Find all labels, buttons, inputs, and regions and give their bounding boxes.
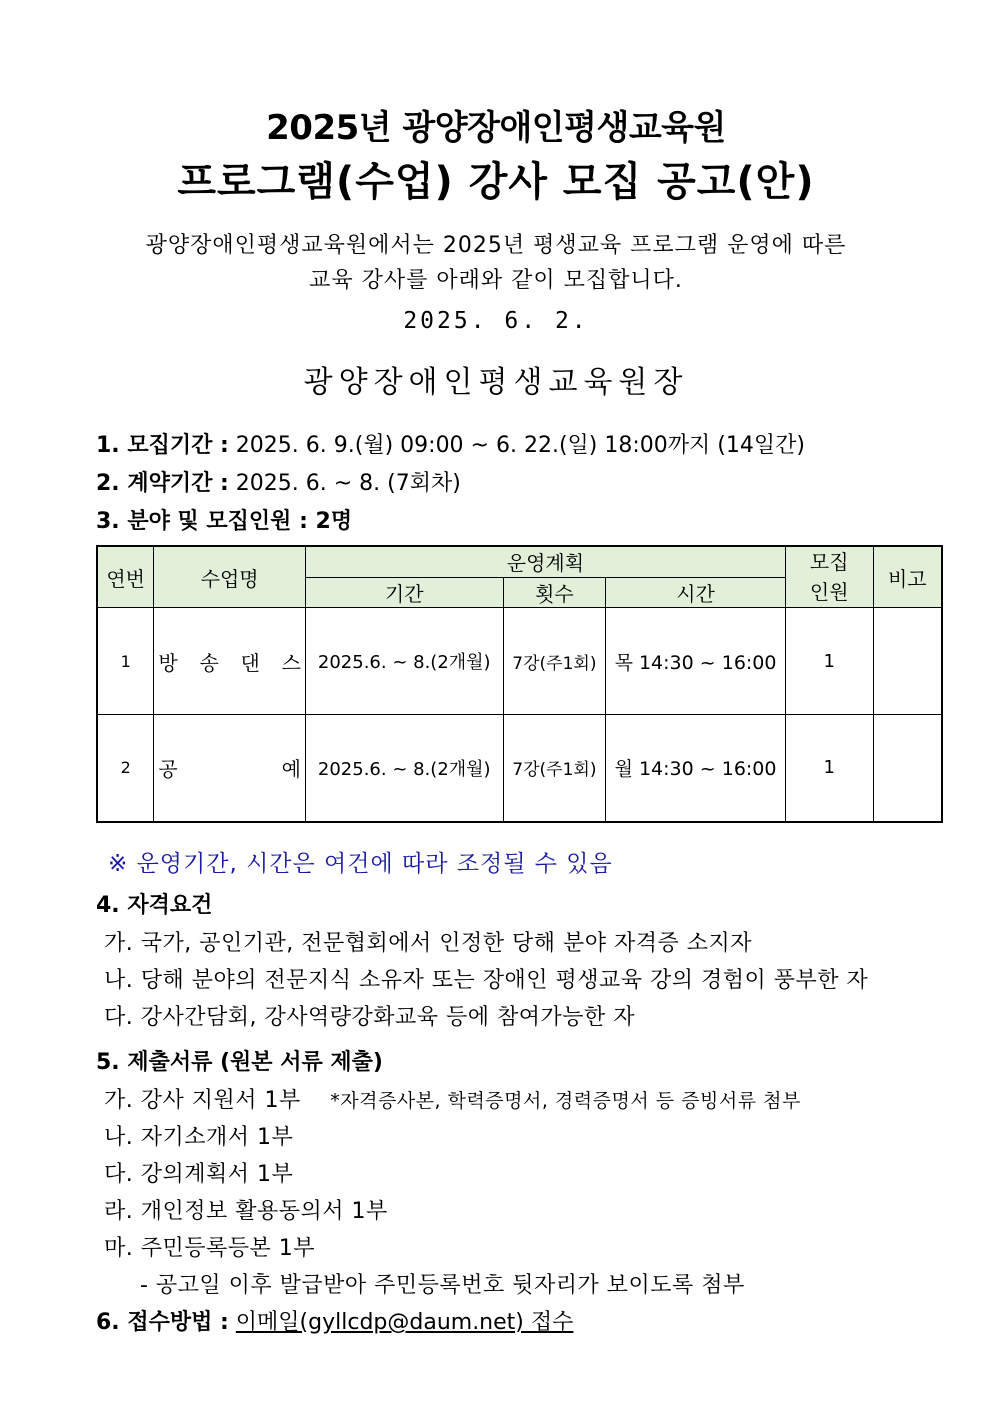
table-row (97, 608, 942, 715)
row-name: 방 송 댄 스 (154, 608, 306, 715)
title-line1: 2025년 광양장애인평생교육원 (266, 108, 726, 148)
documents-heading (96, 1045, 383, 1076)
section-field-headcount (96, 504, 352, 535)
document-item (104, 1083, 801, 1114)
table-row (97, 715, 942, 822)
document-item: 라. 개인정보 활용동의서 1부 (104, 1199, 388, 1224)
section-3-label: 3. 분야 및 모집인원 : 2명 (96, 509, 353, 534)
intro-line1: 광양장애인평생교육원에서는 2025년 평생교육 프로그램 운영에 따른 (145, 233, 847, 258)
document-item: 마. 주민등록등본 1부 (104, 1236, 315, 1261)
document-item: 나. 자기소개서 1부 (104, 1125, 294, 1150)
qualification-item: 나. 당해 분야의 전문지식 소유자 또는 장애인 평생교육 강의 경험이 풍부한 자 (104, 968, 869, 993)
row-recruit: 1 (785, 608, 873, 715)
row-recruit: 1 (785, 715, 873, 822)
organization-head: 광양장애인평생교육원장 (303, 365, 689, 400)
receipt-label: 6. 접수방법 : (96, 1310, 229, 1335)
receipt-email-link[interactable]: 이메일(gyllcdp@daum.net) 접수 (235, 1310, 574, 1335)
row-no: 1 (97, 608, 154, 715)
qualifications-heading (96, 888, 212, 919)
documents-heading-text: 5. 제출서류 (원본 서류 제출) (96, 1050, 383, 1075)
row-note (873, 715, 942, 822)
row-note (873, 608, 942, 715)
row-name: 공 예 (154, 715, 306, 822)
section-2-value: 2025. 6. ~ 8. (7회차) (235, 471, 461, 496)
header-no: 연번 (97, 546, 154, 608)
announcement-date: 2025. 6. 2. (403, 308, 589, 334)
qualification-item: 가. 국가, 공인기관, 전문협회에서 인정한 당해 분야 자격증 소지자 (104, 931, 752, 956)
title-line2: 프로그램(수업) 강사 모집 공고(안) (177, 159, 815, 205)
document-item-text: 가. 강사 지원서 1부 (104, 1088, 301, 1113)
section-recruit-period (96, 428, 805, 459)
row-no: 2 (97, 715, 154, 822)
row-time: 월 14:30 ~ 16:00 (606, 715, 786, 822)
header-name: 수업명 (154, 546, 306, 608)
qualification-item: 다. 강사간담회, 강사역량강화교육 등에 참여가능한 자 (104, 1005, 635, 1030)
row-count: 7강(주1회) (503, 715, 606, 822)
header-recruit: 모집 인원 (785, 546, 873, 608)
qualifications-heading-text: 4. 자격요건 (96, 893, 213, 918)
header-count: 횟수 (503, 577, 606, 608)
adjustment-note: ※ 운영기간, 시간은 여건에 따라 조정될 수 있음 (108, 851, 613, 877)
header-period: 기간 (305, 577, 503, 608)
header-plan: 운영계획 (305, 546, 785, 577)
document-item: 다. 강의계획서 1부 (104, 1162, 294, 1187)
row-period: 2025.6. ~ 8.(2개월) (305, 608, 503, 715)
header-time: 시간 (606, 577, 786, 608)
row-time: 목 14:30 ~ 16:00 (606, 608, 786, 715)
receipt-method (96, 1305, 573, 1336)
intro-line2: 교육 강사를 아래와 같이 모집합니다. (309, 268, 683, 293)
section-2-label: 2. 계약기간 : (96, 471, 229, 496)
document-sub-note: - 공고일 이후 발급받아 주민등록번호 뒷자리가 보이도록 첨부 (140, 1273, 745, 1298)
row-count: 7강(주1회) (503, 608, 606, 715)
document-item-note: *자격증사본, 학력증명서, 경력증명서 등 증빙서류 첨부 (330, 1090, 801, 1112)
header-note: 비고 (873, 546, 942, 608)
section-contract-period (96, 466, 461, 497)
row-period: 2025.6. ~ 8.(2개월) (305, 715, 503, 822)
section-1-value: 2025. 6. 9.(월) 09:00 ~ 6. 22.(일) 18:00까지 (14일간) (235, 433, 805, 458)
section-1-label: 1. 모집기간 : (96, 433, 229, 458)
program-table (96, 545, 943, 823)
